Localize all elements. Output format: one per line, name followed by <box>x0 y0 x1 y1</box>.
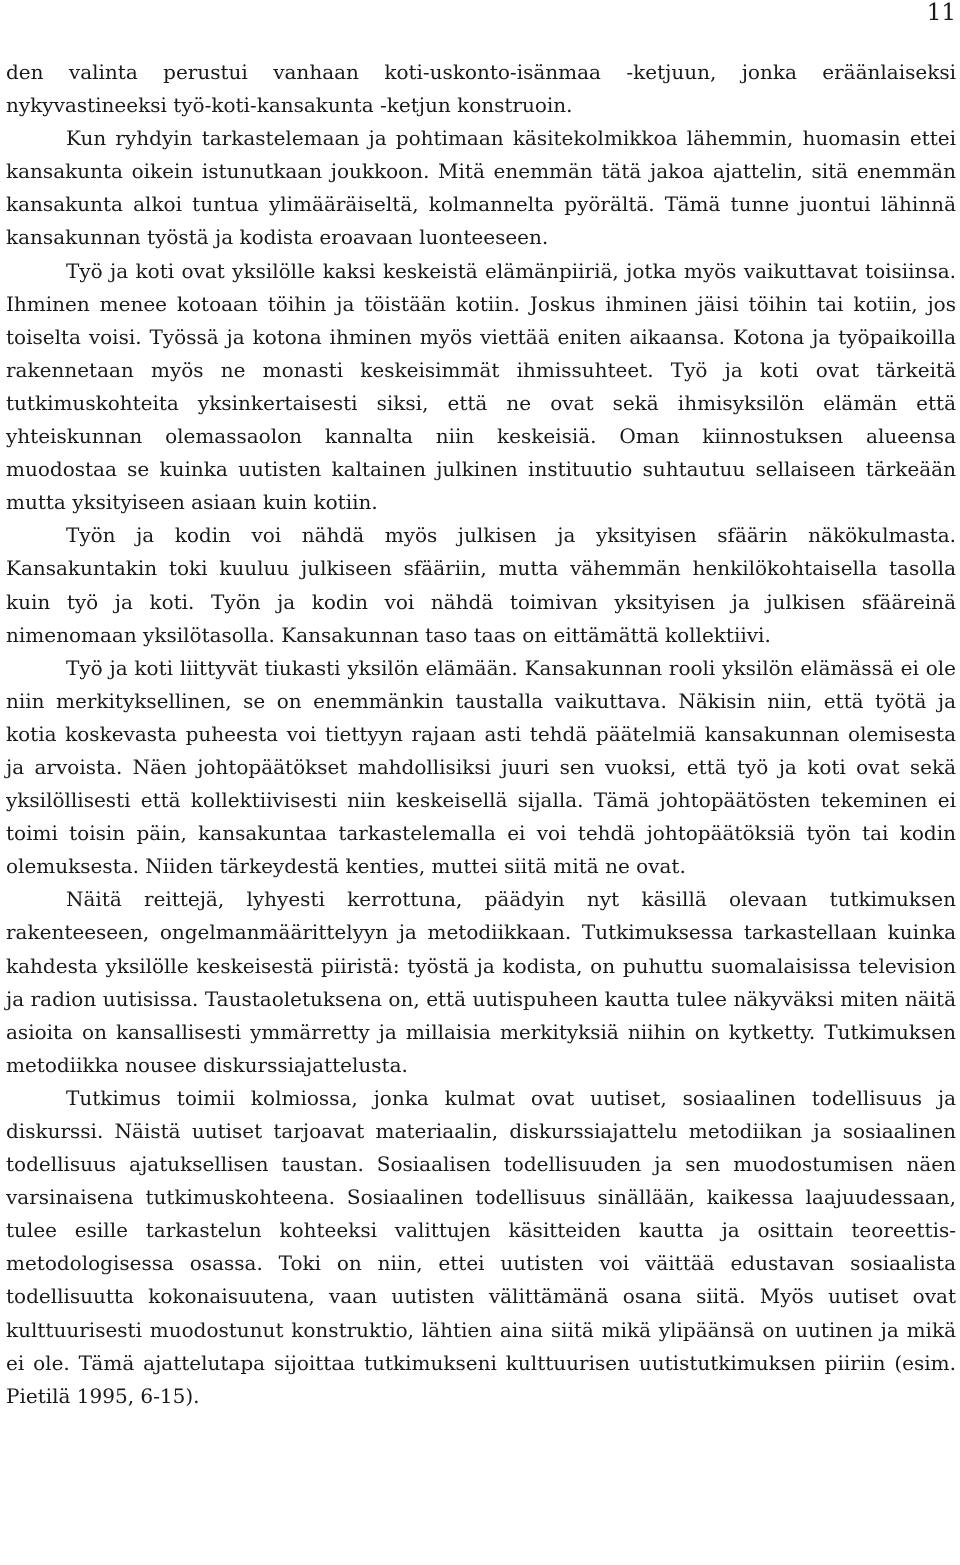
paragraph: Työ ja koti ovat yksilölle kaksi keskeistä elämänpiiriä, jotka myös vaikuttavat toisiinsa. Ihminen menee kotoaan töihin ja töistään kotiin. Joskus ihminen jäisi töihin tai kotiin, jos toiselta voisi. Työssä ja kotona ihminen myös viettää eniten aikaansa. Kotona ja työpaikoilla rakennetaan myös ne monasti keskeisimmät ihmissuhteet. Työ ja koti ovat tärkeitä tutkimuskohteita yksinkertaisesti siksi, että ne ovat sekä ihmisyksilön elämän että yhteiskunnan olemassaolon kannalta niin keskeisiä. Oman kiinnostuksen alueensa muodostaa se kuinka uutisten kaltainen julkinen instituutio suhtautuu sellaiseen tärkeään mutta yksityiseen asiaan kuin kotiin. <box>6 258 956 515</box>
paragraph: den valinta perustui vanhaan koti-uskonto-isänmaa -ketjuun, jonka eräänlaiseksi nykyvastineeksi työ-koti-kansakunta -ketjun konstruoin. <box>6 60 956 118</box>
paragraph: Tutkimus toimii kolmiossa, jonka kulmat ovat uutiset, sosiaalinen todellisuus ja diskurssi. Näistä uutiset tarjoavat materiaalin, diskurssiajattelu metodiikan ja sosiaalinen todellisuus ajatuksellisen taustan. Sosiaalisen todellisuuden ja sen muodostumisen näen varsinaisena tutkimuskohteena. Sosiaalinen todellisuus sinällään, kaikessa laajuudessaan, tulee esille tarkastelun kohteeksi valittujen käsitteiden kautta ja osittain teoreettis-metodologisessa osassa. Toki on niin, ettei uutisten voi väittää edustavan sosiaalista todellisuutta kokonaisuutena, vaan uutisten välittämänä osana siitä. Myös uutiset ovat kulttuurisesti muodostunut konstruktio, lähtien aina siitä mikä ylipäänsä on uutinen ja mikä ei ole. Tämä ajattelutapa sijoittaa tutkimukseni kulttuurisen uutistutkimuksen piiriin (esim. Pietilä 1995, 6-15). <box>6 1085 956 1408</box>
paragraph: Työ ja koti liittyvät tiukasti yksilön elämään. Kansakunnan rooli yksilön elämässä ei ole niin merkityksellinen, se on enemmänkin taustalla vaikuttava. Näkisin niin, että työtä ja kotia koskevasta puheesta voi tiettyyn rajaan asti tehdä päätelmiä kansakunnan olemisesta ja arvoista. Näen johtopäätökset mahdollisiksi juuri sen vuoksi, että työ ja koti ovat sekä yksilöllisesti että kollektiivisesti niin keskeisellä sijalla. Tämä johtopäätösten tekeminen ei toimi toisin päin, kansakuntaa tarkastelemalla ei voi tehdä johtopäätöksiä työn tai kodin olemuksesta. Niiden tärkeydestä kenties, muttei siitä mitä ne ovat. <box>6 655 956 879</box>
paragraph: Näitä reittejä, lyhyesti kerrottuna, päädyin nyt käsillä olevaan tutkimuksen rakenteeseen, ongelmanmäärittelyyn ja metodiikkaan. Tutkimuksessa tarkastellaan kuinka kahdesta yksilölle keskeisestä piiristä: työstä ja kodista, on puhuttu suomalaisissa television ja radion uutisissa. Taustaoletuksena on, että uutispuheen kautta tulee näkyväksi miten näitä asioita on kansallisesti ymmärretty ja millaisia merkityksiä niihin on kytketty. Tutkimuksen metodiikka nousee diskurssiajattelusta. <box>6 887 956 1077</box>
page-number: 11 <box>926 0 956 26</box>
paragraph: Kun ryhdyin tarkastelemaan ja pohtimaan käsitekolmikkoa lähemmin, huomasin ettei kansakunta oikein istunutkaan joukkoon. Mitä enemmän tätä jakoa ajattelin, sitä enemmän kansakunta alkoi tuntua ylimääräiseltä, kolmannelta pyörältä. Tämä tunne juontui lähinnä kansakunnan työstä ja kodista eroavaan luonteeseen. <box>6 126 956 250</box>
paragraph: Työn ja kodin voi nähdä myös julkisen ja yksityisen sfäärin näkökulmasta. Kansakuntakin toki kuuluu julkiseen sfääriin, mutta vähemmän henkilökohtaisella tasolla kuin työ ja koti. Työn ja kodin voi nähdä toimivan yksityisen ja julkisen sfääreinä nimenomaan yksilötasolla. Kansakunnan taso taas on eittämättä kollektiivi. <box>6 523 956 647</box>
body-text <box>6 56 956 1413</box>
